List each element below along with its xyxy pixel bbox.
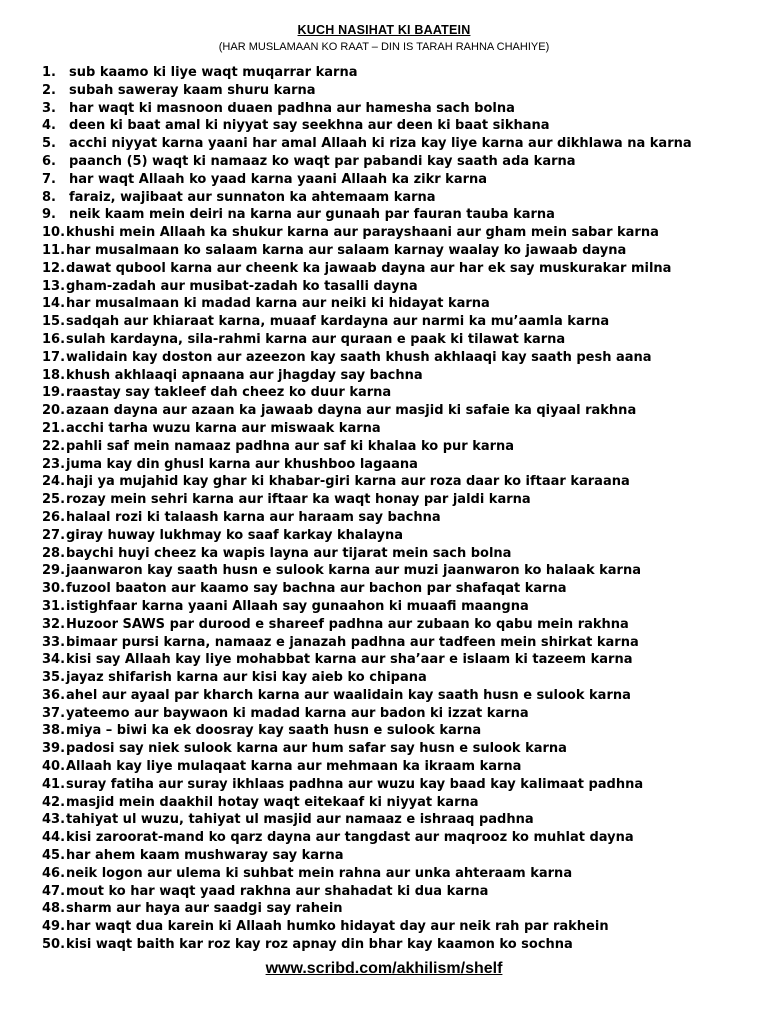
list-item-number: 18. [42,367,66,383]
list-item-text: har musalmaan ki madad karna aur neiki ki hidayat karna [66,296,490,312]
list-item [42,473,732,491]
list-item-text: halaal rozi ki talaash karna aur haraam say bachna [66,509,441,525]
list-item [42,349,732,367]
list-item-number: 6. [42,153,56,169]
list-item-number: 36. [42,687,66,703]
list-item-number: 5. [42,136,56,152]
list-item-text: neik logon aur ulema ki suhbat mein rahna aur unka ahteraam karna [66,865,573,881]
list-item-number: 34. [42,652,66,668]
list-item-number: 48. [42,901,66,917]
list-item-number: 33. [42,634,66,650]
list-item-number: 17. [42,349,66,365]
list-item [42,865,732,883]
list-item-number: 46. [42,865,66,881]
list-item-text: pahli saf mein namaaz padhna aur saf ki khalaa ko pur karna [66,438,515,454]
list-item-number: 1. [42,65,56,80]
list-item-text: Huzoor SAWS par durood e shareef padhna aur zubaan ko qabu mein rakhna [66,616,629,632]
list-item [42,580,732,598]
list-item [42,811,732,829]
list-item-number: 39. [42,741,66,757]
list-item-number: 12. [42,260,66,276]
list-item-number: 10. [42,225,66,241]
list-item-text: har waqt Allaah ko yaad karna yaani Allaah ka zikr karna [69,171,488,187]
list-item-text: acchi niyyat karna yaani har amal Allaah ki riza kay liye karna aur dikhlawa na karna [69,136,692,152]
list-item-number: 14. [42,296,66,312]
list-item-text: faraiz, wajibaat aur sunnaton ka ahtemaam karna [69,189,436,205]
list-item-text: gham-zadah aur musibat-zadah ko tasalli dayna [66,278,418,294]
list-item-text: masjid mein daakhil hotay waqt eitekaaf ki niyyat karna [66,794,479,810]
list-item-text: haji ya mujahid kay ghar ki khabar-giri karna aur roza daar ko iftaar karaana [66,474,630,490]
list-item [42,509,732,527]
list-item-number: 2. [42,82,56,98]
list-item-number: 47. [42,883,66,899]
footer-link[interactable]: www.scribd.com/akhilism/shelf [265,960,503,977]
list-item-text: yateemo aur baywaon ki madad karna aur badon ki izzat karna [66,705,529,721]
list-item [42,758,732,776]
list-item-text: kisi waqt baith kar roz kay roz apnay din bhar kay kaamon ko sochna [66,937,573,953]
list-item-text: juma kay din ghusl karna aur khushboo lagaana [66,456,418,472]
list-item [42,331,732,349]
list-item [42,900,732,918]
list-item-number: 50. [42,937,66,953]
list-item-text: fuzool baaton aur kaamo say bachna aur bachon par shafaqat karna [66,581,567,597]
list-item [42,527,732,545]
list-item-text: har musalmaan ko salaam karna aur salaam karnay waalay ko jawaab dayna [66,242,627,258]
list-item [42,722,732,740]
list-item-text: khush akhlaaqi apnaana aur jhagday say bachna [66,367,423,383]
list-item-text: subah saweray kaam shuru karna [69,82,316,98]
list-item [42,367,732,385]
list-item-text: acchi tarha wuzu karna aur miswaak karna [66,420,381,436]
list-item-text: dawat qubool karna aur cheenk ka jawaab dayna aur har ek say muskurakar milna [66,260,672,276]
list-item [42,669,732,687]
list-item [42,278,732,296]
document-title: KUCH NASIHAT KI BAATEIN [297,23,471,37]
list-item-text: sulah kardayna, sila-rahmi karna aur quraan e paak ki tilawat karna [66,331,566,347]
list-item-number: 49. [42,919,66,935]
list-item-number: 26. [42,509,66,525]
list-item-text: jaanwaron kay saath husn e sulook karna aur muzi jaanwaron ko halaak karna [66,563,641,579]
list-item-text: sadqah aur khiaraat karna, muaaf kardayna aur narmi ka mu’aamla karna [66,314,610,330]
list-item-number: 42. [42,794,66,810]
list-item-text: paanch (5) waqt ki namaaz ko waqt par pabandi kay saath ada karna [69,153,576,169]
list-item-text: padosi say niek sulook karna aur hum safar say husn e sulook karna [66,741,567,757]
document-subtitle: (HAR MUSLAMAAN KO RAAT – DIN IS TARAH RAHNA CHAHIYE) [218,41,550,53]
list-item-text: sharm aur haya aur saadgi say rahein [66,901,343,917]
list-item-text: deen ki baat amal ki niyyat say seekhna aur deen ki baat sikhana [69,118,550,134]
list-item [42,295,732,313]
list-item-number: 37. [42,705,66,721]
list-item-text: suray fatiha aur suray ikhlaas padhna aur wuzu kay baad kay kalimaat padhna [66,776,644,792]
list-item-text: baychi huyi cheez ka wapis layna aur tijarat mein sach bolna [66,545,512,561]
list-item [42,794,732,812]
list-item-number: 24. [42,474,66,490]
list-item-number: 13. [42,278,66,294]
list-item [42,687,732,705]
list-item [42,545,732,563]
list-item-number: 35. [42,670,66,686]
list-item [42,456,732,474]
list-item-text: azaan dayna aur azaan ka jawaab dayna aur masjid ki safaie ka qiyaal rakhna [66,403,637,419]
list-item [42,936,732,954]
list-item [42,206,732,224]
list-item [42,384,732,402]
list-item-number: 31. [42,598,66,614]
list-item [42,829,732,847]
list-item [42,242,732,260]
list-item [42,189,732,207]
list-item-number: 19. [42,385,66,401]
list-item-text: Allaah kay liye mulaqaat karna aur mehmaan ka ikraam karna [66,759,522,775]
list-item [42,918,732,936]
list-item-text: jayaz shifarish karna aur kisi kay aieb ko chipana [66,670,427,686]
list-item-text: giray huway lukhmay ko saaf karkay khalayna [66,527,404,543]
list-item-text: sub kaamo ki liye waqt muqarrar karna [69,65,358,80]
list-item-number: 43. [42,812,66,828]
list-item-text: ahel aur ayaal par kharch karna aur waalidain kay saath husn e sulook karna [66,687,631,703]
list-item [42,883,732,901]
list-item [42,224,732,242]
list-item [42,491,732,509]
list-item-number: 40. [42,759,66,775]
list-item-number: 38. [42,723,66,739]
list-item-text: kisi say Allaah kay liye mohabbat karna aur sha’aar e islaam ki tazeem karna [66,652,633,668]
list-item-number: 11. [42,242,66,258]
list-item [42,171,732,189]
list-item-number: 8. [42,189,56,205]
list-item [42,402,732,420]
list-item-text: mout ko har waqt yaad rakhna aur shahadat ki dua karna [66,883,489,899]
list-item-number: 21. [42,420,66,436]
list-item [42,135,732,153]
list-item-number: 41. [42,776,66,792]
list-item [42,598,732,616]
list-item [42,776,732,794]
list-item-text: har ahem kaam mushwaray say karna [66,848,344,864]
list-item-text: har waqt dua karein ki Allaah humko hidayat day aur neik rah par rakhein [66,919,609,935]
list-item-number: 22. [42,438,66,454]
list-item-number: 4. [42,118,56,134]
list-item [42,153,732,171]
list-item [42,562,732,580]
list-item [42,705,732,723]
list-item [42,634,732,652]
list-item [42,82,732,100]
list-item [42,420,732,438]
list-item [42,100,732,118]
list-item-text: istighfaar karna yaani Allaah say gunaahon ki muaafi maangna [66,598,529,614]
list-item-number: 27. [42,527,66,543]
list-item-text: walidain kay doston aur azeezon kay saath khush akhlaaqi kay saath pesh aana [66,349,652,365]
list-item-number: 28. [42,545,66,561]
list-item-number: 7. [42,171,56,187]
list-item-text: har waqt ki masnoon duaen padhna aur hamesha sach bolna [69,100,515,116]
list-item-text: tahiyat ul wuzu, tahiyat ul masjid aur namaaz e ishraaq padhna [66,812,534,828]
list-item [42,313,732,331]
list-item-text: kisi zaroorat-mand ko qarz dayna aur tangdast aur maqrooz ko muhlat dayna [66,830,634,846]
list-item [42,847,732,865]
advice-list [42,64,732,954]
list-item-number: 23. [42,456,66,472]
list-item-number: 32. [42,616,66,632]
list-item [42,740,732,758]
list-item-number: 16. [42,331,66,347]
list-item-text: bimaar pursi karna, namaaz e janazah padhna aur tadfeen mein shirkat karna [66,634,639,650]
list-item-number: 20. [42,403,66,419]
list-item-number: 3. [42,100,56,116]
list-item [42,260,732,278]
list-item-number: 29. [42,563,66,579]
list-item-number: 44. [42,830,66,846]
list-item-text: rozay mein sehri karna aur iftaar ka waqt honay par jaldi karna [66,492,531,508]
list-item-number: 9. [42,207,56,223]
list-item-number: 30. [42,581,66,597]
list-item [42,64,732,82]
list-item [42,651,732,669]
list-item [42,117,732,135]
list-item-number: 25. [42,492,66,508]
list-item-text: miya – biwi ka ek doosray kay saath husn e sulook karna [66,723,482,739]
list-item-number: 45. [42,848,66,864]
list-item [42,616,732,634]
list-item-text: khushi mein Allaah ka shukur karna aur parayshaani aur gham mein sabar karna [66,225,659,241]
list-item-number: 15. [42,314,66,330]
list-item-text: neik kaam mein deiri na karna aur gunaah par fauran tauba karna [69,207,555,223]
list-item [42,438,732,456]
list-item-text: raastay say takleef dah cheez ko duur karna [66,385,392,401]
